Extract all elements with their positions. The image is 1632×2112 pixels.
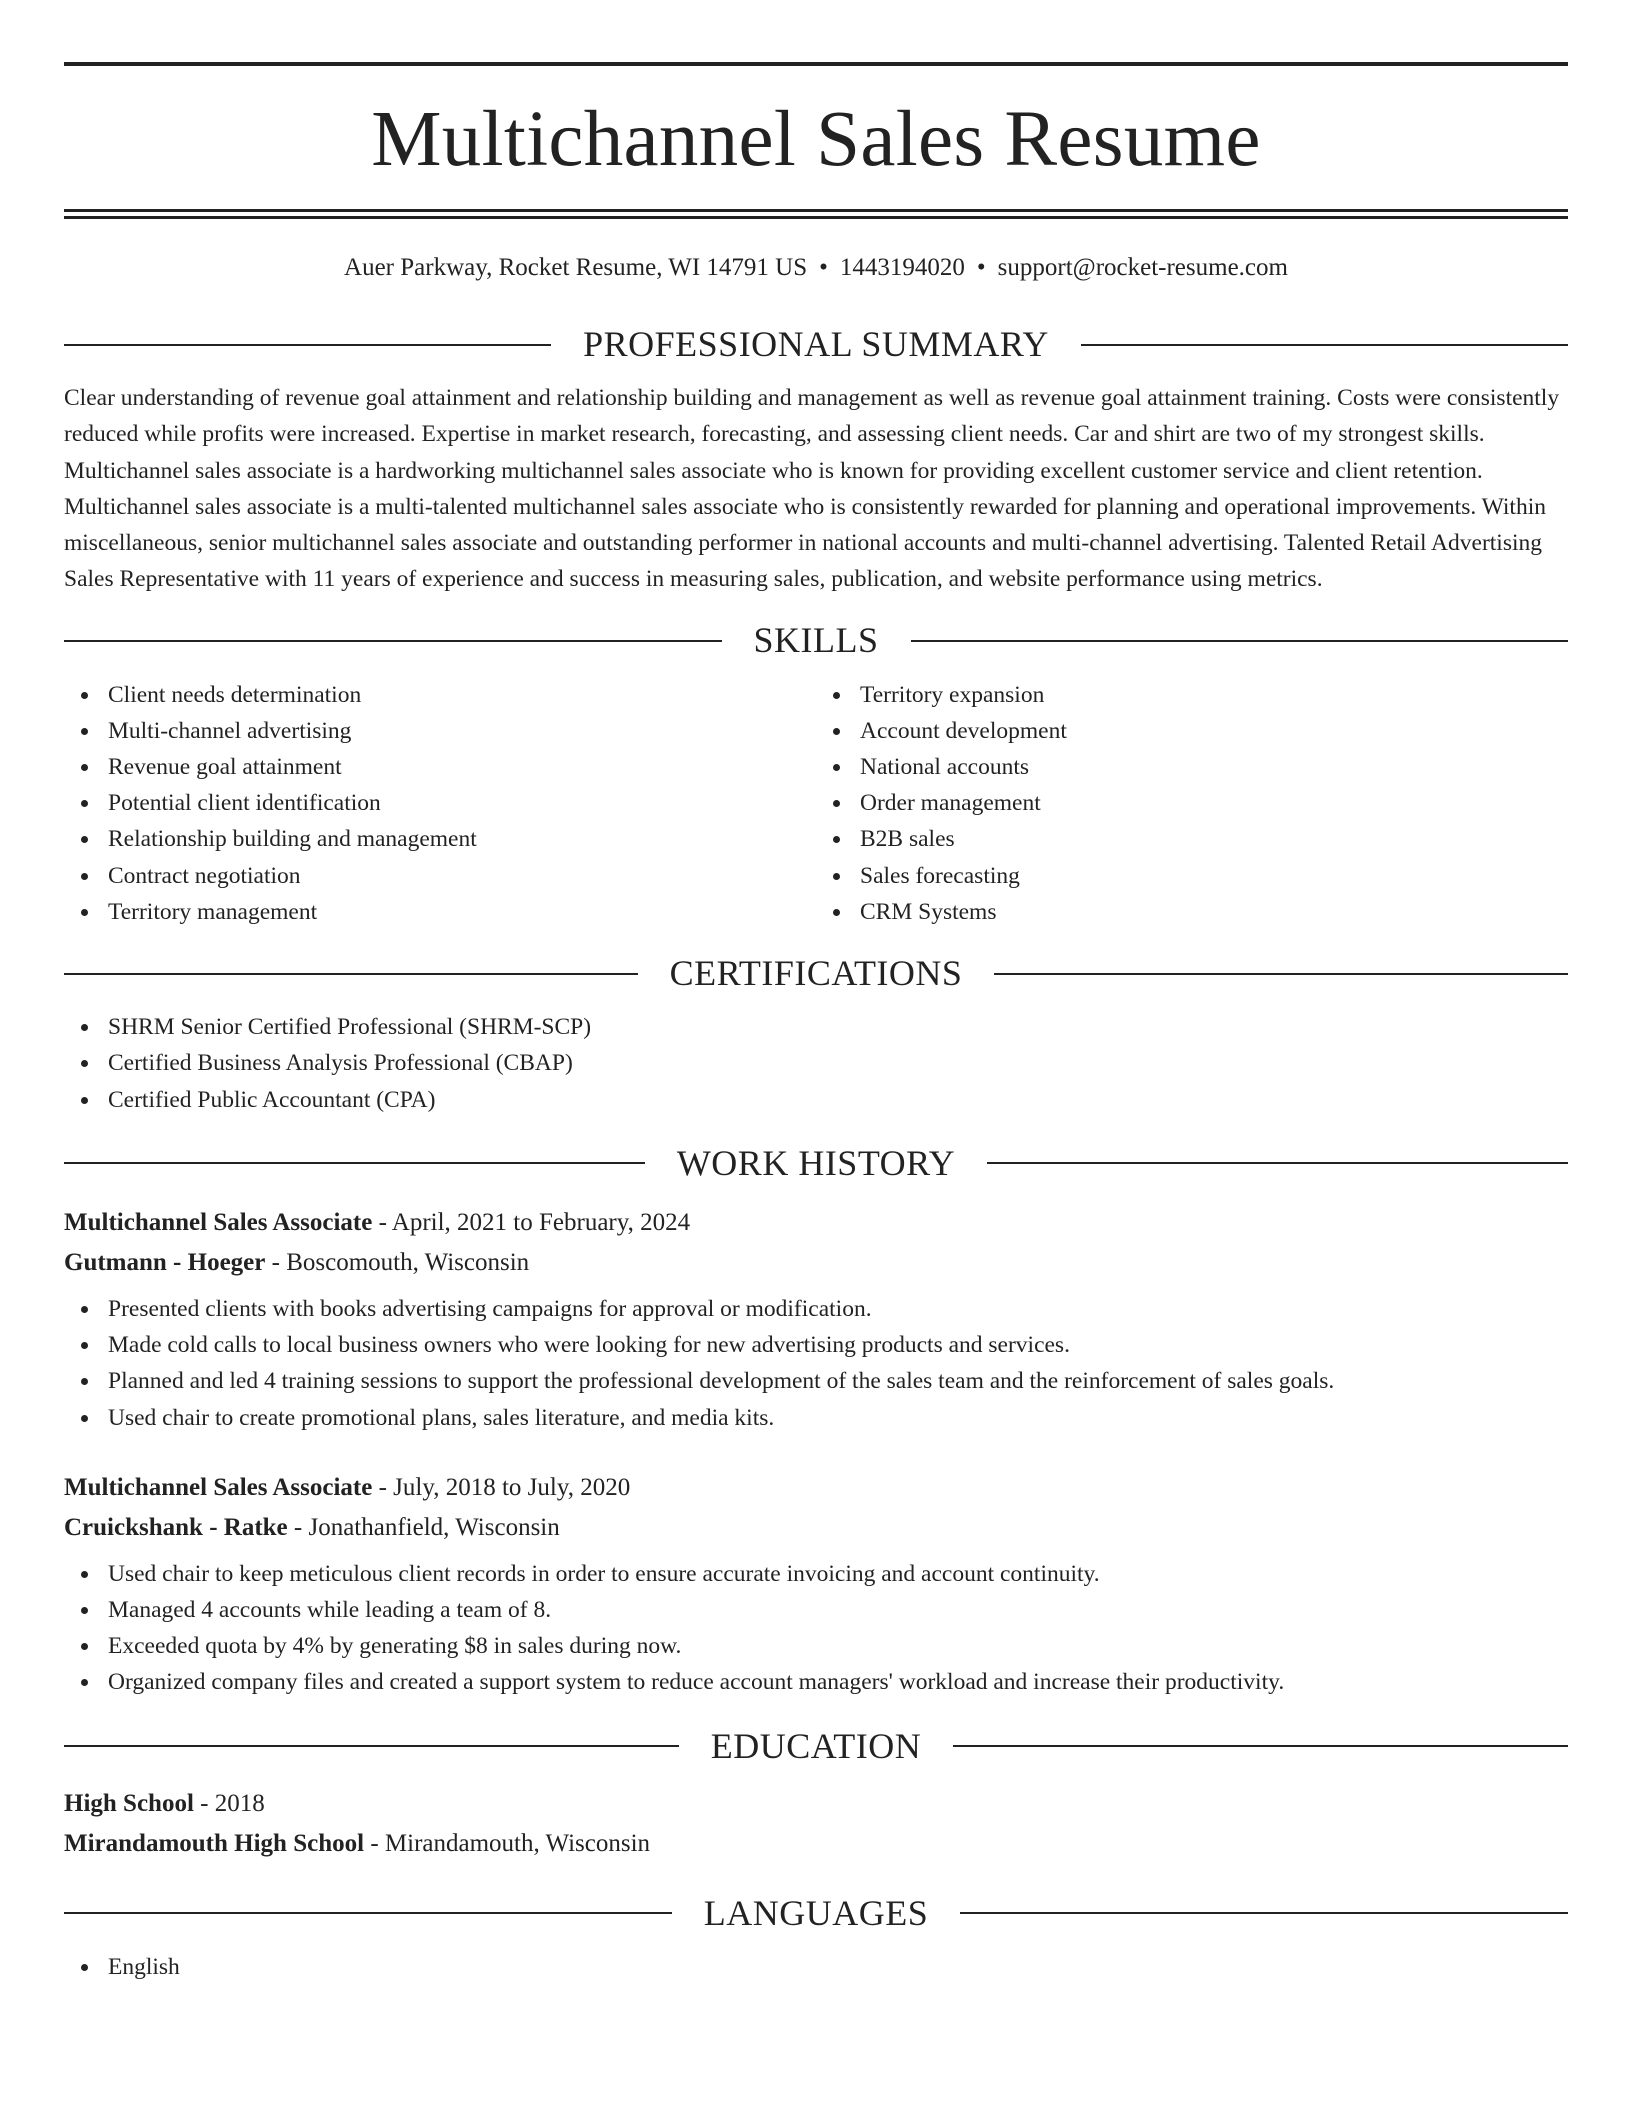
skill-item: Client needs determination — [108, 677, 816, 713]
job-company: Cruickshank - Ratke — [64, 1513, 288, 1541]
skills-list-left — [64, 677, 816, 930]
job-title: Multichannel Sales Associate — [64, 1473, 373, 1501]
job-dates: - July, 2018 to July, 2020 — [372, 1473, 631, 1501]
heading-rule — [911, 640, 1569, 642]
skills-column-left — [64, 677, 816, 930]
section-title: SKILLS — [753, 620, 879, 661]
skill-item: Multi-channel advertising — [108, 713, 816, 749]
heading-rule — [64, 973, 638, 975]
languages-block — [64, 1949, 1568, 1985]
top-rule — [64, 62, 1568, 66]
skill-item: Contract negotiation — [108, 858, 816, 894]
job-bullets — [64, 1556, 1568, 1701]
skills-columns — [64, 677, 1568, 930]
job-bullets — [64, 1291, 1568, 1436]
education-school: Mirandamouth High School — [64, 1829, 365, 1857]
contact-address: Auer Parkway, Rocket Resume, WI 14791 US — [344, 254, 808, 281]
languages-list — [64, 1949, 1568, 1985]
skill-item: Revenue goal attainment — [108, 749, 816, 785]
job-bullet: Exceeded quota by 4% by generating $8 in sales during now. — [108, 1628, 1568, 1664]
skill-item: Order management — [860, 785, 1568, 821]
contact-separator: • — [819, 254, 828, 281]
job-company-line — [64, 1508, 1568, 1548]
section-heading-work-history — [64, 1142, 1568, 1185]
job-location: - Boscomouth, Wisconsin — [265, 1249, 530, 1276]
skill-item: National accounts — [860, 749, 1568, 785]
heading-rule — [1081, 344, 1568, 346]
certifications-block — [64, 1009, 1568, 1118]
contact-line — [64, 253, 1568, 283]
job-bullet: Made cold calls to local business owners who were looking for new advertising products and services. — [108, 1327, 1568, 1363]
section-heading-education — [64, 1725, 1568, 1768]
skill-item: B2B sales — [860, 821, 1568, 857]
job-title: Multichannel Sales Associate — [64, 1209, 373, 1236]
section-title: CERTIFICATIONS — [669, 953, 963, 994]
job-bullet: Presented clients with books advertising campaigns for approval or modification. — [108, 1291, 1568, 1327]
section-title: EDUCATION — [710, 1725, 922, 1766]
section-title: PROFESSIONAL SUMMARY — [583, 324, 1049, 364]
contact-email: support@rocket-resume.com — [997, 254, 1288, 281]
section-heading-certifications — [64, 952, 1568, 995]
section-heading-summary — [64, 323, 1568, 366]
certification-item: Certified Public Accountant (CPA) — [108, 1082, 1568, 1118]
skill-item: Relationship building and management — [108, 821, 816, 857]
heading-rule — [64, 1745, 679, 1747]
heading-rule — [64, 344, 551, 346]
skill-item: Potential client identification — [108, 785, 816, 821]
title-double-rule — [64, 209, 1568, 219]
certifications-list — [64, 1009, 1568, 1118]
education-degree-line — [64, 1784, 1568, 1824]
skill-item: Territory management — [108, 894, 816, 930]
education-school-line — [64, 1824, 1568, 1864]
resume-title: Multichannel Sales Resume — [371, 96, 1261, 183]
summary-text: Clear understanding of revenue goal attainment and relationship building and management as well as revenue goal attainment training. Costs were consistently reduced while profits were increased. Expertise in market research, forecasting, and assessing client needs. Car and shirt are two of my strongest skills. Multichannel sales associate is a hardworking multichannel sales associate who is known for providing excellent customer service and client retention. Multichannel sales associate is a multi-talented multichannel sales associate who is consistently rewarded for planning and operational improvements. Within miscellaneous, senior multichannel sales associate and outstanding performer in national accounts and multi-channel advertising. Talented Retail Advertising Sales Representative with 11 years of experience and success in measuring sales, publication, and website performance using metrics. — [64, 385, 1560, 593]
heading-rule — [64, 1912, 672, 1914]
education-entry — [64, 1784, 1568, 1864]
education-location: - Mirandamouth, Wisconsin — [364, 1829, 651, 1857]
job-title-line — [64, 1468, 1568, 1508]
heading-rule — [64, 1162, 645, 1164]
heading-rule — [953, 1745, 1568, 1747]
skill-item: Territory expansion — [860, 677, 1568, 713]
job-location: - Jonathanfield, Wisconsin — [287, 1513, 560, 1541]
certification-item: Certified Business Analysis Professional (CBAP) — [108, 1045, 1568, 1081]
heading-rule — [987, 1162, 1568, 1164]
skills-list-right — [816, 677, 1568, 930]
section-title: LANGUAGES — [703, 1892, 929, 1933]
job-entry — [64, 1468, 1568, 1701]
contact-phone: 1443194020 — [839, 254, 965, 281]
section-heading-skills — [64, 619, 1568, 662]
section-title: WORK HISTORY — [676, 1142, 956, 1183]
job-bullet: Used chair to create promotional plans, sales literature, and media kits. — [108, 1400, 1568, 1436]
job-company-line — [64, 1243, 1568, 1283]
education-year: - 2018 — [193, 1789, 265, 1817]
job-bullet: Organized company files and created a support system to reduce account managers' workload and increase their productivity. — [108, 1664, 1568, 1700]
heading-rule — [994, 973, 1568, 975]
language-item: English — [108, 1949, 1568, 1985]
skill-item: CRM Systems — [860, 894, 1568, 930]
contact-separator: • — [976, 254, 986, 281]
heading-rule — [960, 1912, 1568, 1914]
job-bullet: Managed 4 accounts while leading a team of 8. — [108, 1592, 1568, 1628]
skill-item: Account development — [860, 713, 1568, 749]
job-title-line — [64, 1203, 1568, 1243]
education-degree: High School — [64, 1789, 194, 1817]
job-entry — [64, 1203, 1568, 1436]
section-heading-languages — [64, 1892, 1568, 1935]
job-dates: - April, 2021 to February, 2024 — [372, 1209, 691, 1236]
certification-item: SHRM Senior Certified Professional (SHRM-SCP) — [108, 1009, 1568, 1045]
skills-column-right — [816, 677, 1568, 930]
heading-rule — [64, 640, 722, 642]
job-bullet: Used chair to keep meticulous client records in order to ensure accurate invoicing and account continuity. — [108, 1556, 1568, 1592]
skill-item: Sales forecasting — [860, 858, 1568, 894]
job-company: Gutmann - Hoeger — [64, 1249, 266, 1276]
job-bullet: Planned and led 4 training sessions to support the professional development of the sales team and the reinforcement of sales goals. — [108, 1363, 1568, 1399]
